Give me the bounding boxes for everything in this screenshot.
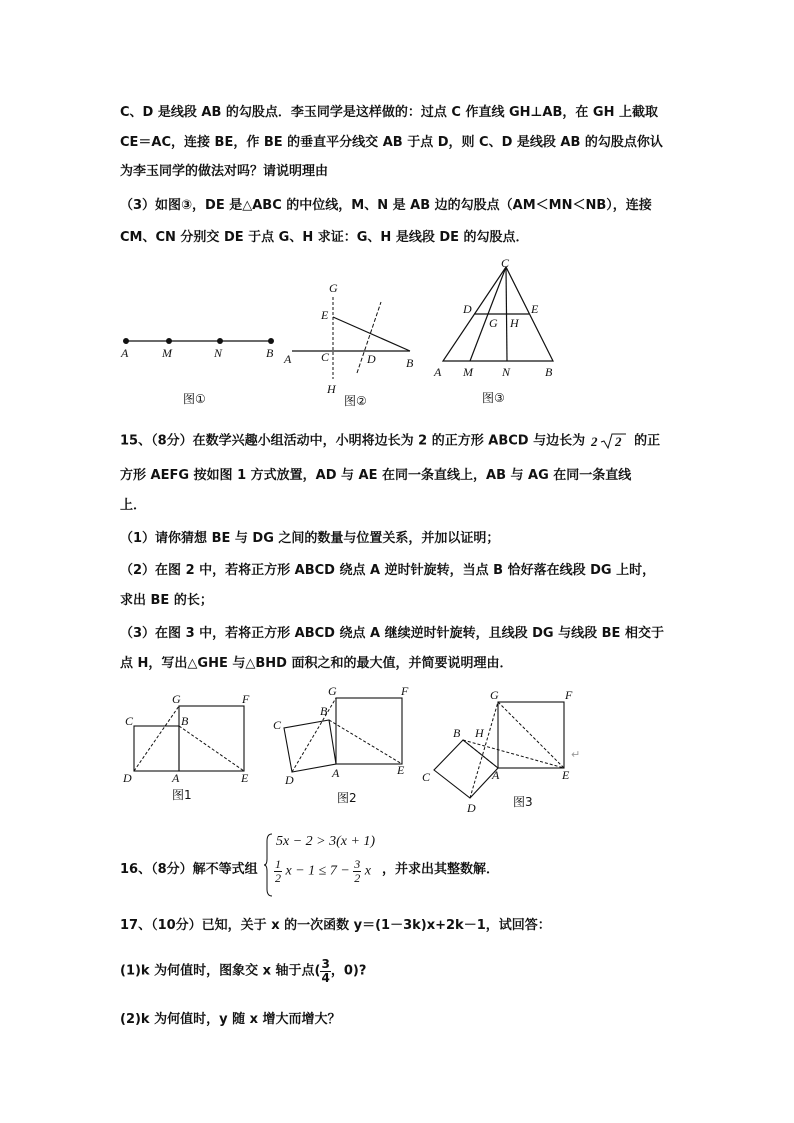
fig15-1-C: C <box>125 714 134 728</box>
fig15-1-F: F <box>242 692 250 706</box>
p15-q3: （3）在图 3 中，若将正方形 ABCD 绕点 A 继续逆时针旋转，且线段 DG 与线段 BE 相交于 <box>120 626 664 641</box>
p17-fraction <box>320 958 330 985</box>
p15-head-tail: 的正 <box>634 433 661 449</box>
p15-q1: （1）请你猜想 BE 与 DG 之间的数量与位置关系，并加以证明； <box>120 531 500 546</box>
p16-head: 16、（8分）解不等式组 <box>120 862 258 877</box>
fig15-3-C: C <box>422 770 431 784</box>
sqrt-coefficient: 2 <box>590 434 598 449</box>
p15-line3: 上． <box>120 498 147 513</box>
p15-q2b: 求出 BE 的长； <box>120 593 213 608</box>
p14-line3: 为李玉同学的做法对吗？请说明理由 <box>120 164 329 179</box>
fig15-2-A: A <box>332 766 340 780</box>
fig15-1-E: E <box>241 771 249 785</box>
figure-15 <box>0 683 794 823</box>
fig15-1 <box>122 692 250 802</box>
fig14-2-A: A <box>284 352 292 366</box>
p15-q2: （2）在图 2 中，若将正方形 ABCD 绕点 A 逆时针旋转，当点 B 恰好落在线段 DG 上时， <box>120 563 656 578</box>
fig14-3-G: G <box>489 316 498 330</box>
p17-q2: (2)k 为何值时，y 随 x 增大而增大？ <box>120 1012 341 1027</box>
fig15-2-B: B <box>320 704 328 718</box>
fig14-2-G: G <box>329 281 338 295</box>
fig15-1-B: B <box>181 714 189 728</box>
fig15-2 <box>273 684 409 805</box>
p15-q3b: 点 H，写出△GHE 与△BHD 面积之和的最大值，并简要说明理由． <box>120 656 513 671</box>
fig14-1-N: N <box>214 346 223 360</box>
fig15-2-caption: 图2 <box>337 791 357 805</box>
p15-line1 <box>120 431 680 451</box>
fig15-1-caption: 图1 <box>172 788 192 802</box>
fig14-1-M: M <box>162 346 172 360</box>
fraction-b-num: 3 <box>354 857 361 871</box>
fig15-3-G: G <box>490 688 499 702</box>
fig15-3 <box>422 688 580 815</box>
fig14-1-B: B <box>266 346 274 360</box>
p15-head: 15、（8分）在数学兴趣小组活动中，小明将边长为 2 的正方形 ABCD 与边长为 <box>120 433 586 449</box>
fig14-3-M: M <box>463 365 473 379</box>
p15-line2: 方形 AEFG 按如图 1 方式放置，AD 与 AE 在同一条直线上，AB 与 AG 在同一条直线 <box>120 468 632 483</box>
fig14-3-B: B <box>545 365 553 379</box>
fig15-3-A: A <box>492 768 500 782</box>
fig14-3-C: C <box>501 256 510 270</box>
sqrt-radicand: 2 <box>614 434 622 449</box>
fig15-2-C: C <box>273 718 282 732</box>
fraction-b-den: 2 <box>354 871 361 885</box>
system-brace <box>264 833 274 897</box>
p14-line2: CE＝AC，连接 BE，作 BE 的垂直平分线交 AB 于点 D，则 C、D 是线段 AB 的勾股点你认 <box>120 135 663 150</box>
fig15-2-G: G <box>328 684 337 698</box>
fig14-1-caption: 图① <box>183 392 206 406</box>
fig14-1-A: A <box>121 346 129 360</box>
fig14-2-C: C <box>321 350 330 364</box>
fig14-3-A: A <box>434 365 442 379</box>
figure-14 <box>0 255 794 415</box>
fraction-a <box>274 858 282 885</box>
p17-fraction-den: 4 <box>321 971 330 985</box>
p17-fraction-num: 3 <box>321 957 330 971</box>
inequality-1: 5x − 2 > 3(x + 1) <box>276 834 376 849</box>
p14-line4: （3）如图③，DE 是△ABC 的中位线，M、N 是 AB 边的勾股点（AM＜MN＜NB），连接 <box>120 198 652 213</box>
fraction-b <box>353 858 361 885</box>
fig14-3-caption: 图③ <box>482 391 505 405</box>
fig15-1-D: D <box>123 771 132 785</box>
fig15-2-F: F <box>401 684 409 698</box>
p17-q1 <box>120 958 680 985</box>
fig14-3 <box>433 256 553 405</box>
fig15-3-E: E <box>562 768 570 782</box>
sqrt-expression <box>590 431 630 451</box>
fraction-a-num: 1 <box>275 857 281 871</box>
p14-line1: C、D 是线段 AB 的勾股点．李玉同学是这样做的：过点 C 作直线 GH⊥AB，在 GH 上截取 <box>120 105 659 120</box>
fig15-3-caption: 图3 <box>513 795 533 809</box>
fig15-2-D: D <box>285 773 294 787</box>
fig14-3-H: H <box>510 316 519 330</box>
fig14-3-N: N <box>502 365 511 379</box>
fig14-2-E: E <box>321 308 329 322</box>
p16-tail: ，并求出其整数解． <box>382 862 500 877</box>
fig15-3-H: H <box>475 726 484 740</box>
fig15-2-E: E <box>397 763 405 777</box>
fig14-2-H: H <box>327 382 336 396</box>
inequality-2 <box>274 858 371 885</box>
fraction-a-den: 2 <box>275 871 281 885</box>
inequality-2-var: x <box>364 863 372 879</box>
fig15-1-G: G <box>172 692 181 706</box>
paragraph-mark-icon: ↵ <box>571 748 581 761</box>
p17-q1-b: ，0)? <box>330 963 367 979</box>
p14-line5: CM、CN 分别交 DE 于点 G、H 求证：G、H 是线段 DE 的勾股点． <box>120 230 529 245</box>
inequality-2-mid: x − 1 ≤ 7 − <box>285 863 350 879</box>
fig15-3-D: D <box>467 801 476 815</box>
fig14-2-caption: 图② <box>344 394 367 408</box>
fig14-3-E: E <box>531 302 539 316</box>
p16-block <box>120 832 680 900</box>
fig14-3-D: D <box>463 302 472 316</box>
fig15-1-A: A <box>172 771 180 785</box>
fig14-2-D: D <box>367 352 376 366</box>
fig14-2-B: B <box>406 356 414 370</box>
p17-head: 17、（10分）已知，关于 x 的一次函数 y＝(1－3k)x+2k－1，试回答： <box>120 918 551 933</box>
p17-q1-a: (1)k 为何值时，图象交 x 轴于点( <box>120 963 321 979</box>
fig15-3-B: B <box>453 726 461 740</box>
fig14-2 <box>283 281 414 408</box>
fig14-1 <box>120 338 274 406</box>
fig15-3-F: F <box>565 688 573 702</box>
